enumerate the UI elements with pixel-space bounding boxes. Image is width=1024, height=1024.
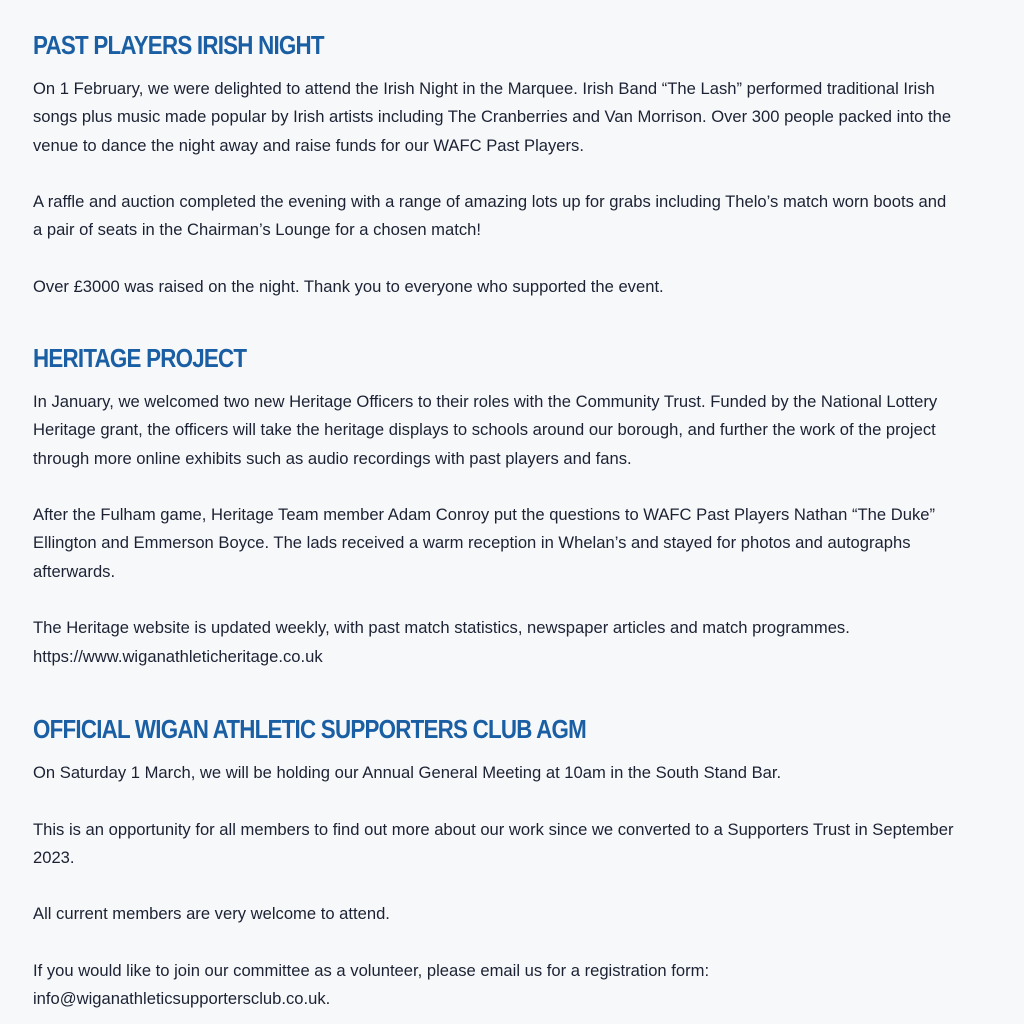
heritage-website-link-line xyxy=(33,643,954,671)
heritage-website-link[interactable]: https://www.wiganathleticheritage.co.uk xyxy=(33,646,323,666)
section-body-past-players-irish-night xyxy=(33,75,954,301)
section-title-supporters-club-agm: OFFICIAL WIGAN ATHLETIC SUPPORTERS CLUB AGM xyxy=(33,714,587,744)
paragraph: If you would like to join our committee as a volunteer, please email us for a registration form: xyxy=(33,961,710,981)
paragraph: Over £3000 was raised on the night. Thank you to everyone who supported the event. xyxy=(33,277,664,297)
paragraph: On Saturday 1 March, we will be holding our Annual General Meeting at 10am in the South Stand Bar. xyxy=(33,763,782,782)
paragraph: The Heritage website is updated weekly, with past match statistics, newspaper articles and match programmes. xyxy=(33,618,850,638)
paragraph: All current members are very welcome to attend. xyxy=(33,904,390,924)
email-link[interactable]: info@wiganathleticsupportersclub.co.uk. xyxy=(33,989,331,1009)
section-body-heritage-project xyxy=(33,388,954,671)
email-link-line xyxy=(33,985,954,1013)
paragraph: In January, we welcomed two new Heritage Officers to their roles with the Community Trust. Funded by the National Lottery Heritage grant, the officers will take the heritage displays to schools around our borough, and further the work of the project through more online exhibits such as audio recordings with past players and fans. xyxy=(33,392,938,468)
paragraph: This is an opportunity for all members to find out more about our work since we converted to a Supporters Trust in September 2023. xyxy=(33,819,954,867)
paragraph: On 1 February, we were delighted to attend the Irish Night in the Marquee. Irish Band “The Lash” performed traditional Irish songs plus music made popular by Irish artists including The Cranberries and Van Morrison. Over 300 people packed into the venue to dance the night away and raise funds for our WAFC Past Players. xyxy=(33,79,952,155)
section-title-past-players-irish-night: PAST PLAYERS IRISH NIGHT xyxy=(33,30,324,60)
paragraph: A raffle and auction completed the evening with a range of amazing lots up for grabs including Thelo’s match worn boots and a pair of seats in the Chairman’s Lounge for a chosen match! xyxy=(33,192,947,240)
section-title-heritage-project: HERITAGE PROJECT xyxy=(33,343,247,373)
section-body-supporters-club-agm xyxy=(33,759,954,1014)
paragraph: After the Fulham game, Heritage Team member Adam Conroy put the questions to WAFC Past Players Nathan “The Duke” Ellington and Emmerson Boyce. The lads received a warm reception in Whelan’s and stayed for photos and autographs afterwards. xyxy=(33,505,935,581)
